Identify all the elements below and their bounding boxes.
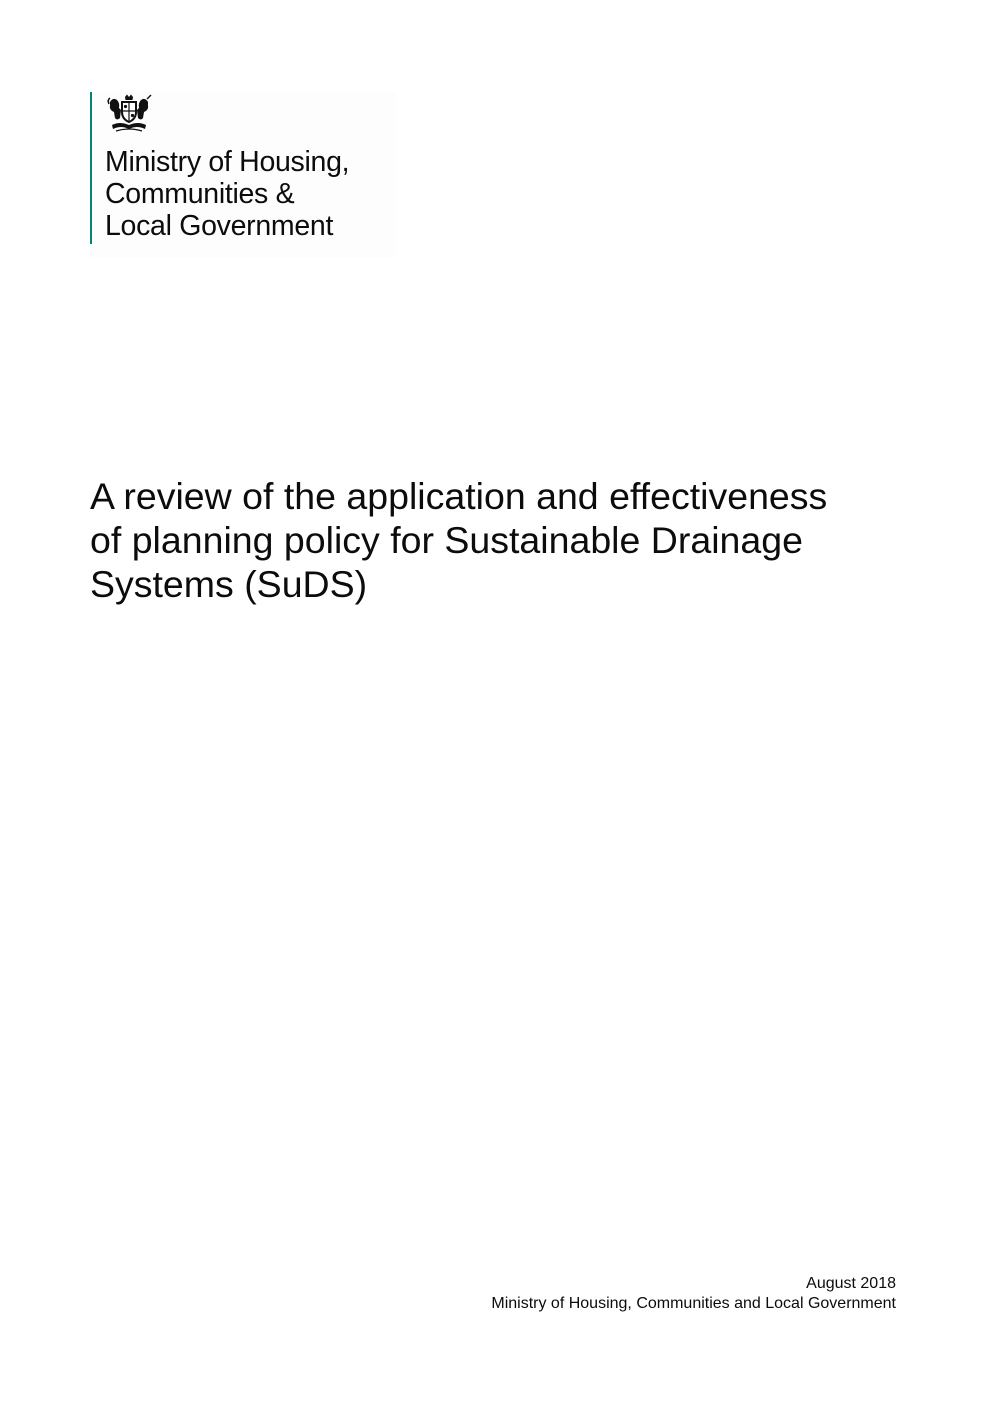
publication-date: August 2018 [806,1275,896,1292]
document-title-line: of planning policy for Sustainable Drainage [90,519,803,561]
department-logo [90,92,396,258]
publication-details [491,1274,896,1314]
organisation-name-line: Ministry of Housing, [105,146,350,178]
organisation-name [105,146,349,242]
document-title [90,474,910,606]
document-title-line: Systems (SuDS) [90,563,368,605]
organisation-name-line: Local Government [105,210,334,242]
logo-accent-rule [90,92,92,244]
publisher-name: Ministry of Housing, Communities and Local Government [491,1295,896,1312]
organisation-name-line: Communities & [105,178,295,210]
document-title-line: A review of the application and effectiveness [90,475,828,517]
royal-coat-of-arms-icon [106,94,152,134]
